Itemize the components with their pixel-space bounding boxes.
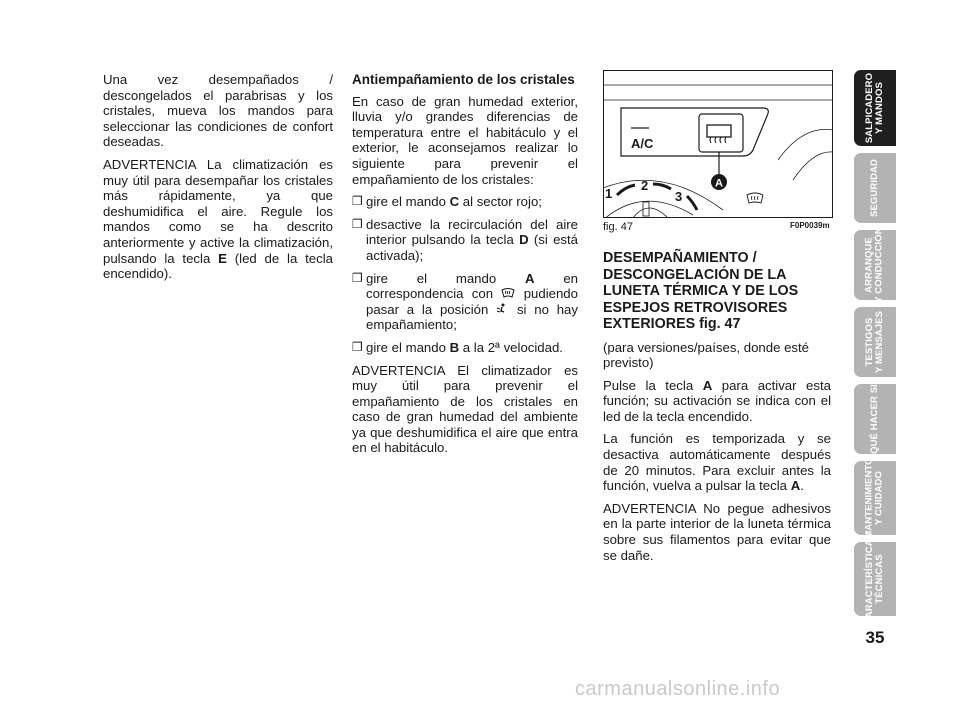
section-title: Antiempañamiento de los cristales [352,72,575,87]
tab-testigos-y-mensajes[interactable]: TESTIGOS Y MENSAJES [854,307,896,377]
key-label: E [218,250,227,266]
callout-a: A [715,177,723,190]
windscreen-defrost-icon [501,288,515,299]
paragraph-advertencia-climatizacion: ADVERTENCIA La climatización es muy útil para desempañar los cristales más rápidamente, ya que deshumidifica el aire. Regule los mandos como se ha descrito anteriormente y active la climatización, pulsando la tecla E (led de la tecla encendido). [103,156,333,282]
text-column-left [103,72,333,289]
scale-3: 3 [675,189,683,204]
list-item: ❒ gire el mando B a la 2ª velocidad. [352,339,563,355]
list-item: ❒ desactive la recirculación del aire interior pulsando la tecla D (si está activada); [352,216,578,263]
watermark: carmanualsonline.info [575,678,781,700]
tab-arranque-y-conduccion[interactable]: ARRANQUE Y CONDUCCIÓN [854,230,896,300]
control-panel-illustration [603,70,833,218]
page-number: 35 [865,628,885,647]
feet-airflow-icon [496,303,509,315]
section-heading: DESEMPAÑAMIENTO / DESCONGELACIÓN DE LA LUNETA TÉRMICA Y DE LOS ESPEJOS RETROVISORES EXTERIORES fig. 47 [603,250,799,332]
tab-que-hacer-si[interactable]: QUÉ HACER SI [854,384,896,454]
heading-note: (para versiones/países, donde esté previsto) [603,339,809,371]
figure-code: F0P0039m [790,221,830,230]
tab-seguridad[interactable]: SEGURIDAD [854,153,896,223]
text-column-right [603,250,831,570]
paragraph-intro: En caso de gran humedad exterior, lluvia y/o grandes diferencias de temperatura entre el habitáculo y el exterior, le aconsejamos realizar lo siguiente para prevenir el empañamiento de los cristales: [352,93,578,187]
checkbox-bullet-icon: ❒ [352,339,363,354]
figure-47 [603,70,833,218]
tab-caracteristicas-tecnicas[interactable]: CARACTERÍSTICAS TÉCNICAS [854,542,896,616]
paragraph-advertencia-adhesivos: ADVERTENCIA No pegue adhesivos en la parte interior de la luneta térmica sobre sus filamentos para evitar que se dañe. [603,500,831,563]
list-item: ❒ gire el mando C al sector rojo; [352,194,542,210]
checkbox-bullet-icon: ❒ [352,194,363,209]
paragraph-advertencia-climatizador: ADVERTENCIA El climatizador es muy útil para prevenir el empañamiento de los cristales en caso de gran humedad del ambiente ya que deshumidifica el aire que entra en el habitáculo. [352,362,578,456]
checkbox-bullet-icon: ❒ [352,216,363,231]
checkbox-bullet-icon: ❒ [352,270,363,285]
ac-button-label: A/C [631,136,654,151]
scale-1: 1 [605,186,613,201]
scale-2: 2 [641,178,649,193]
paragraph-confort: Una vez desempañados / descongelados el parabrisas y los cristales, mueva los mandos para seleccionar las condiciones de confort deseadas. [103,72,333,150]
tab-mantenimiento-y-cuidado[interactable]: MANTENIMIENTO Y CUIDADO [854,461,896,535]
paragraph-timer: La función es temporizada y se desactiva automáticamente después de 20 minutos. Para excluir antes la función, vuelva a pulsar la tecla A. [603,431,831,494]
paragraph-activation: Pulse la tecla A para activar esta función; su activación se indica con el led de la tecla encendido. [603,377,831,424]
tab-salpicadero-y-mandos[interactable]: SALPICADERO Y MANDOS [854,70,896,146]
text-column-middle [352,72,578,463]
figure-caption: fig. 47 [603,221,633,233]
list-item: ❒ gire el mando A en correspondencia con pudiendo pasar a la posición si no hay empañamiento; [352,270,579,333]
